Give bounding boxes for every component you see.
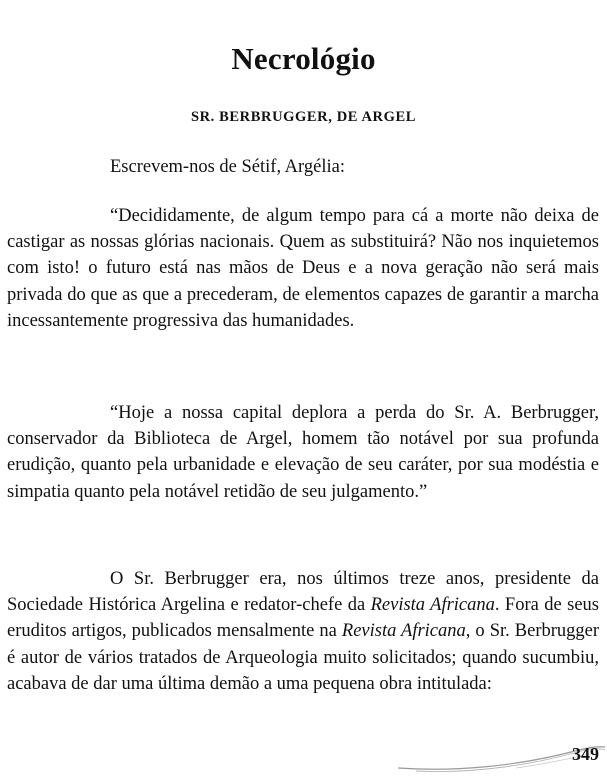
paragraph-2: “Hoje a nossa capital deplora a perda do Sr. A. Berbrugger, conservador da Biblioteca de Argel, homem tão notável por sua profunda erudição, quanto pela urbanidade e elevação de seu caráter, por sua modéstia e simpatia quanto pela notável retidão de seu julgamento.”: [7, 403, 599, 502]
paragraph-3-text-1: O Sr. Berbrugger era, nos últimos treze anos, presidente da Sociedade Histórica Argelina e redator-chefe da: [7, 569, 599, 616]
intro-line: Escrevem-nos de Sétif, Argélia:: [110, 157, 345, 177]
paragraph-3-text-3: , o Sr. Berbrugger é autor de vários tratados de Arqueologia muito solicitados; quando sucumbiu, acabava de dar uma última demão a uma pequena obra intitulada:: [7, 621, 600, 694]
paragraph-3: [7, 566, 599, 697]
page-title: Necrológio: [231, 41, 376, 76]
journal-title-italic-1: Revista Africana: [370, 595, 495, 616]
paragraph-1: “Decididamente, de algum tempo para cá a morte não deixa de castigar as nossas glórias nacionais. Quem as substituirá? Não nos inquietemos com isto! o futuro está nas mãos de Deus e a nova geração não será mais privada do que as que a precederam, de elementos capazes de garantir a marcha incessantemente progressiva das humanidades.: [7, 206, 599, 331]
article-subtitle: SR. BERBRUGGER, DE ARGEL: [190, 109, 417, 125]
paragraph-3-text-2: . Fora de seus eruditos artigos, publicados mensalmente na: [7, 595, 599, 642]
journal-title-italic-2: Revista Africana: [341, 621, 466, 642]
page-number: 349: [572, 744, 599, 764]
